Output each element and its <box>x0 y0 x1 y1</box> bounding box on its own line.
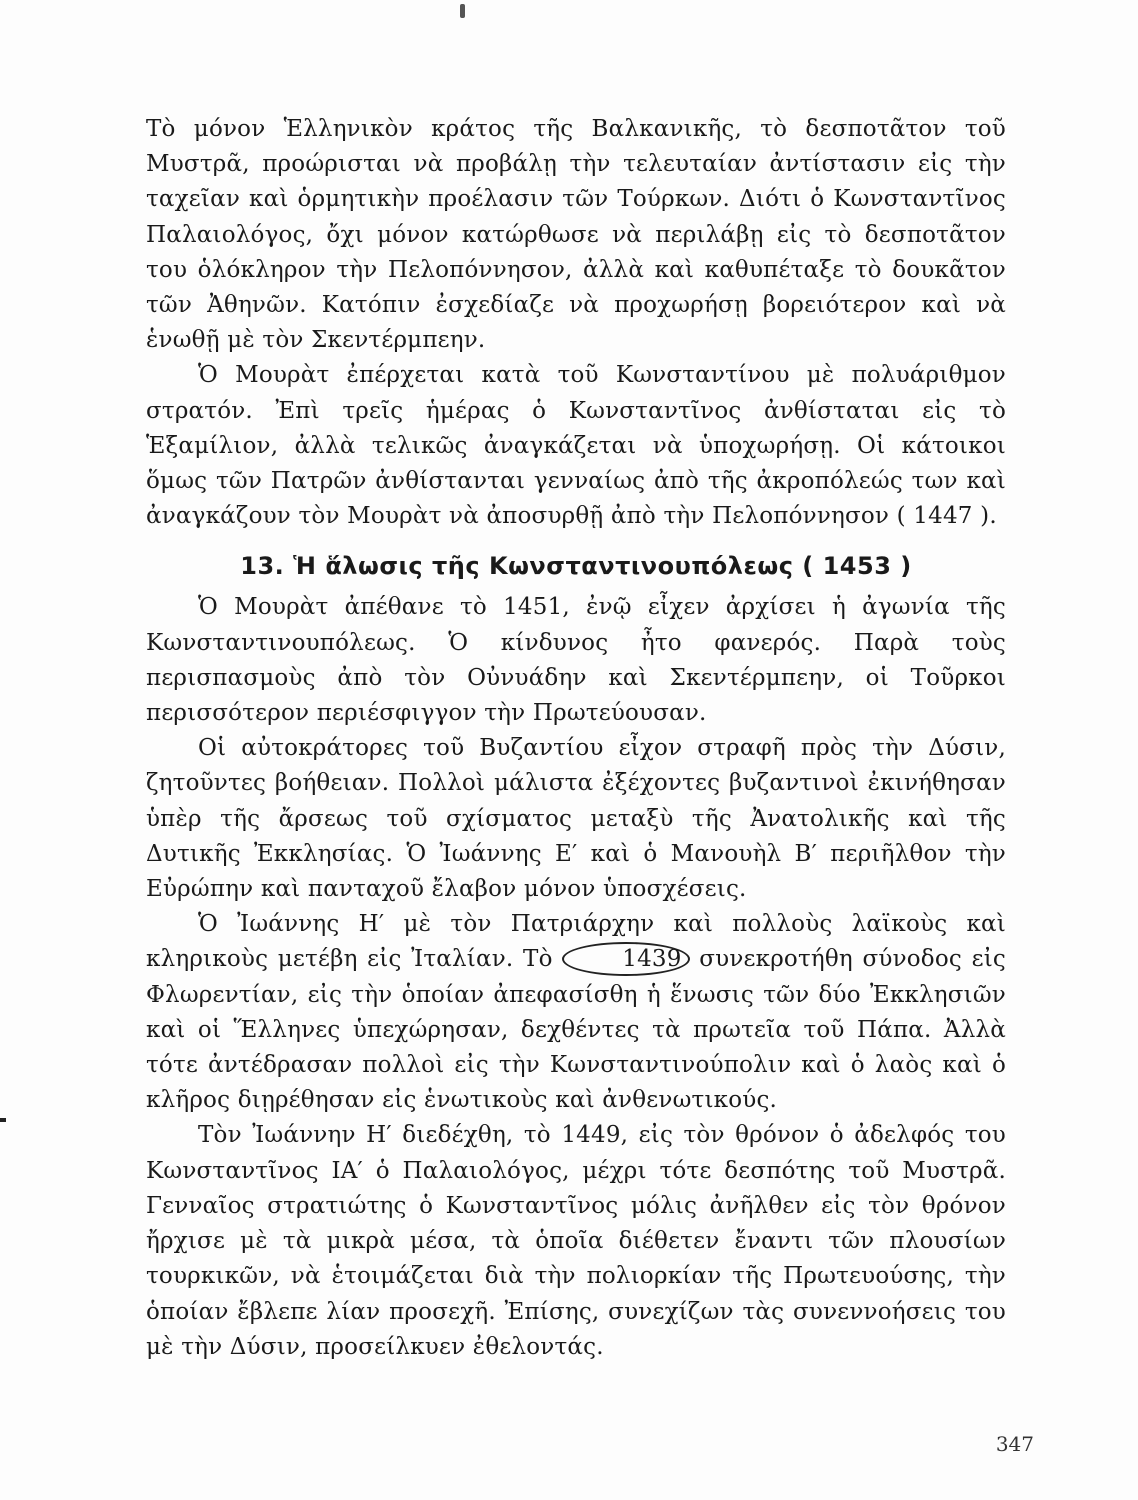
paragraph-murad-death: Ὁ Μουρὰτ ἀπέθανε τὸ 1451, ἐνῷ εἶχεν ἀρχίσει ἡ ἀγωνία τῆς Κωνσταντινουπόλεως. Ὁ κίνδυνος ἦτο φανερός. Παρὰ τοὺς περισπασμοὺς ἀπὸ τὸν Οὐνυάδην καὶ Σκεντέρμπεην, οἱ Τοῦρκοι περισσότερον περιέσφιγγον τὴν Πρωτεύουσαν. <box>146 594 1006 727</box>
section-heading: 13. Ἡ ἅλωσις τῆς Κωνσταντινουπόλεως ( 1453 ) <box>240 552 912 581</box>
scan-speck <box>460 4 465 18</box>
circled-year-annotation: 1439 <box>562 942 689 976</box>
paragraph-constantine-xi: Τὸν Ἰωάννην Η′ διεδέχθη, τὸ 1449, εἰς τὸν θρόνον ὁ ἀδελφός του Κωνσταντῖνος ΙΑ′ ὁ Παλαιολόγος, μέχρι τότε δεσπότης τοῦ Μυστρᾶ. Γενναῖος στρατιώτης ὁ Κωνσταντῖνος μόλις ἀνῆλθεν εἰς τὸν θρόνον ἤρχισε μὲ τὰ μικρὰ μέσα, τὰ ὁποῖα διέθετεν ἔναντι τῶν πλουσίων τουρκικῶν, νὰ ἑτοιμάζεται διὰ τὴν πολιορκίαν τῆς Πρωτευούσης, τὴν ὁποίαν ἔβλεπε λίαν προσεχῆ. Ἐπίσης, συνεχίζων τὰς συνεννοήσεις του μὲ τὴν Δύσιν, προσείλκυεν ἐθελοντάς. <box>146 1122 1006 1360</box>
paragraph-council-text-end: συνεκροτήθη σύνοδος εἰς Φλωρεντίαν, εἰς τὴν ὁποίαν ἀπεφασίσθη ἡ ἕνωσις τῶν δύο Ἐκκλησιῶν καὶ οἱ Ἕλληνες ὑπεχώρησαν, δεχθέντες τὰ πρωτεῖα τοῦ Πάπα. Ἀλλὰ τότε ἀντέδρασαν πολλοὶ εἰς τὴν Κωνσταντινούπολιν καὶ ὁ λαὸς καὶ ὁ κλῆρος διῃρέθησαν εἰς ἑνωτικοὺς καὶ ἀνθενωτικούς. <box>146 946 1007 1114</box>
paragraph-council-text-start: Ὁ Ἰωάννης Η′ μὲ τὸν Πατριάρχην καὶ πολλοὺς λαϊκοὺς καὶ κληρικοὺς μετέβη εἰς Ἰταλίαν. Τὸ <box>146 911 1006 973</box>
scan-edge-mark <box>0 1118 6 1122</box>
paragraph-emperors-west: Οἱ αὐτοκράτορες τοῦ Βυζαντίου εἶχον στραφῆ πρὸς τὴν Δύσιν, ζητοῦντες βοήθειαν. Πολλοὶ μάλιστα ἐξέχοντες βυζαντινοὶ ἐκινήθησαν ὑπὲρ τῆς ἄρσεως τοῦ σχίσματος μεταξὺ τῆς Ἀνατολικῆς καὶ τῆς Δυτικῆς Ἐκκλησίας. Ὁ Ἰωάννης Ε′ καὶ ὁ Μανουὴλ Β′ περιῆλθον τὴν Εὐρώπην καὶ πανταχοῦ ἔλαβον μόνον ὑποσχέσεις. <box>146 735 1006 903</box>
page-text <box>146 112 1006 1365</box>
paragraph-council-florence <box>146 907 1006 1118</box>
page-number: 347 <box>995 1432 1034 1456</box>
paragraph-murad-attack: Ὁ Μουρὰτ ἐπέρχεται κατὰ τοῦ Κωνσταντίνου μὲ πολυάριθμον στρατόν. Ἐπὶ τρεῖς ἡμέρας ὁ Κωνσταντῖνος ἀνθίσταται εἰς τὸ Ἑξαμίλιον, ἀλλὰ τελικῶς ἀναγκάζεται νὰ ὑποχωρήσῃ. Οἱ κάτοικοι ὅμως τῶν Πατρῶν ἀνθίστανται γενναίως ἀπὸ τῆς ἀκροπόλεώς των καὶ ἀναγκάζουν τὸν Μουρὰτ νὰ ἀποσυρθῇ ἀπὸ τὴν Πελοπόννησον ( 1447 ). <box>146 362 1006 530</box>
paragraph-despotate: Τὸ μόνον Ἑλληνικὸν κράτος τῆς Βαλκανικῆς, τὸ δεσποτᾶτον τοῦ Μυστρᾶ, προώρισται νὰ προβάλῃ τὴν τελευταίαν ἀντίστασιν εἰς τὴν ταχεῖαν καὶ ὁρμητικὴν προέλασιν τῶν Τούρκων. Διότι ὁ Κωνσταντῖνος Παλαιολόγος, ὄχι μόνον κατώρθωσε νὰ περιλάβῃ εἰς τὸ δεσποτᾶτον του ὁλόκληρον τὴν Πελοπόννησον, ἀλλὰ καὶ καθυπέταξε τὸ δουκᾶτον τῶν Ἀθηνῶν. Κατόπιν ἐσχεδίαζε νὰ προχωρήσῃ βορειότερον καὶ νὰ ἑνωθῇ μὲ τὸν Σκεντέρμπεην. <box>146 116 1006 354</box>
